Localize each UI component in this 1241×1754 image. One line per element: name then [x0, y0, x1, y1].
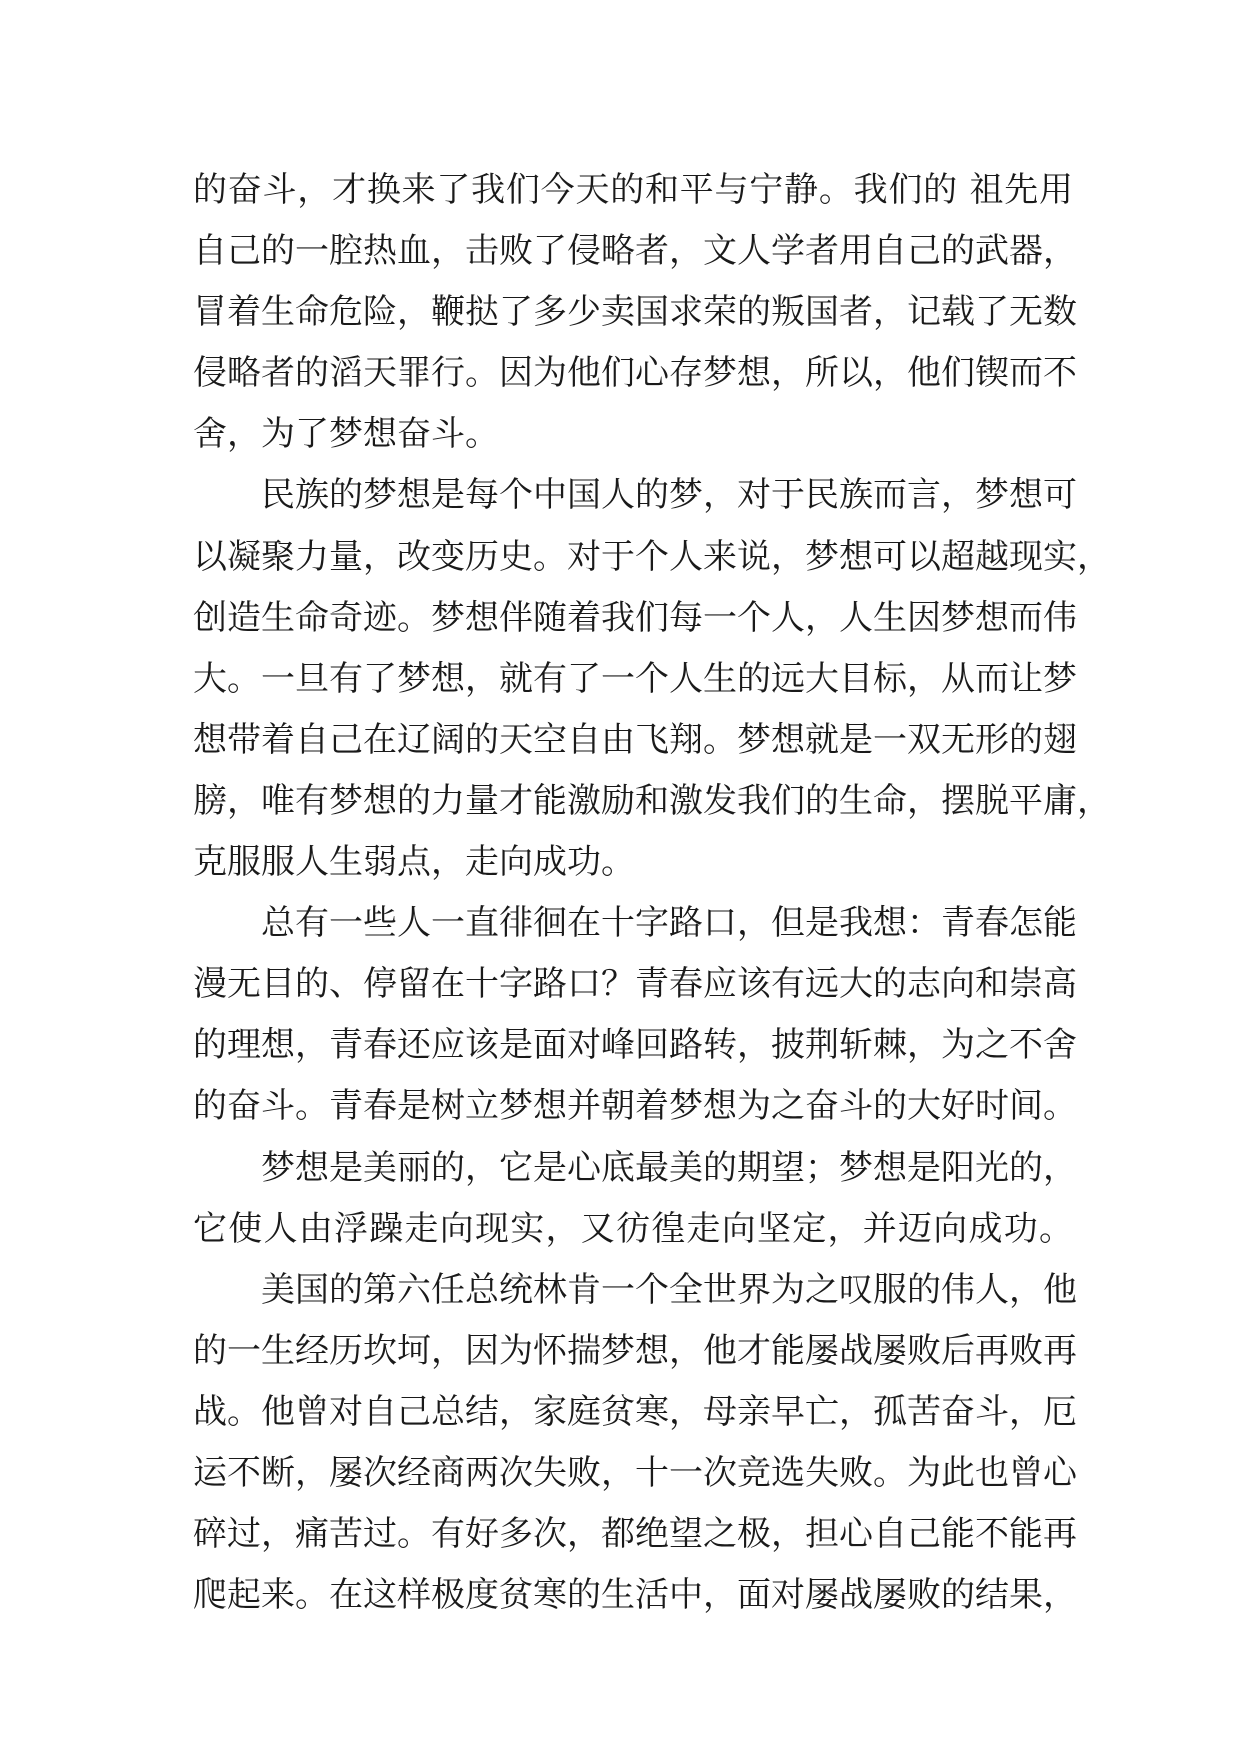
- text-line: 侵略者的滔天罪行。因为他们心存梦想，所以，他们锲而不: [193, 353, 1077, 394]
- text-line: 战。他曾对自己总结，家庭贫寒，母亲早亡，孤苦奋斗，厄: [193, 1391, 1077, 1432]
- text-line: 的奋斗，才换来了我们今天的和平与宁静。我们的 祖先用: [193, 170, 1073, 210]
- text-line: 自己的一腔热血，击败了侵略者，文人学者用自己的武器，: [193, 231, 1077, 272]
- body-text: [193, 160, 1111, 1626]
- text-line: 爬起来。在这样极度贫寒的生活中，面对屡战屡败的结果，: [193, 1575, 1077, 1616]
- text-line: 的一生经历坎坷，因为怀揣梦想，他才能屡战屡败后再败再: [193, 1330, 1077, 1371]
- text-line: 漫无目的、停留在十字路口？青春应该有远大的志向和崇高: [193, 964, 1077, 1005]
- text-line: 的奋斗。青春是树立梦想并朝着梦想为之奋斗的大好时间。: [193, 1086, 1077, 1127]
- text-line: 它使人由浮躁走向现实，又彷徨走向坚定，并迈向成功。: [193, 1208, 1073, 1249]
- text-line: 梦想是美丽的，它是心底最美的期望；梦想是阳光的，: [261, 1147, 1077, 1188]
- text-line: 以凝聚力量，改变历史。对于个人来说，梦想可以超越现实，: [193, 536, 1111, 577]
- text-line: 克服服人生弱点，走向成功。: [193, 842, 635, 883]
- text-line: 想带着自己在辽阔的天空自由飞翔。梦想就是一双无形的翅: [193, 719, 1077, 760]
- text-line: 总有一些人一直徘徊在十字路口，但是我想：青春怎能: [261, 903, 1077, 944]
- text-line: 膀，唯有梦想的力量才能激励和激发我们的生命，摆脱平庸，: [193, 780, 1111, 821]
- text-line: 冒着生命危险，鞭挞了多少卖国求荣的叛国者，记载了无数: [193, 292, 1077, 333]
- text-line: 大。一旦有了梦想，就有了一个人生的远大目标，从而让梦: [193, 658, 1077, 699]
- text-line: 美国的第六任总统林肯一个全世界为之叹服的伟人，他: [261, 1269, 1077, 1310]
- text-line: 碎过，痛苦过。有好多次，都绝望之极，担心自己能不能再: [193, 1514, 1077, 1555]
- text-line: 舍，为了梦想奋斗。: [193, 414, 499, 455]
- text-line: 的理想，青春还应该是面对峰回路转，披荆斩棘，为之不舍: [193, 1025, 1077, 1066]
- text-line: 民族的梦想是每个中国人的梦，对于民族而言，梦想可: [261, 475, 1077, 516]
- text-line: 运不断，屡次经商两次失败，十一次竞选失败。为此也曾心: [193, 1452, 1077, 1493]
- text-line: 创造生命奇迹。梦想伴随着我们每一个人，人生因梦想而伟: [193, 597, 1077, 638]
